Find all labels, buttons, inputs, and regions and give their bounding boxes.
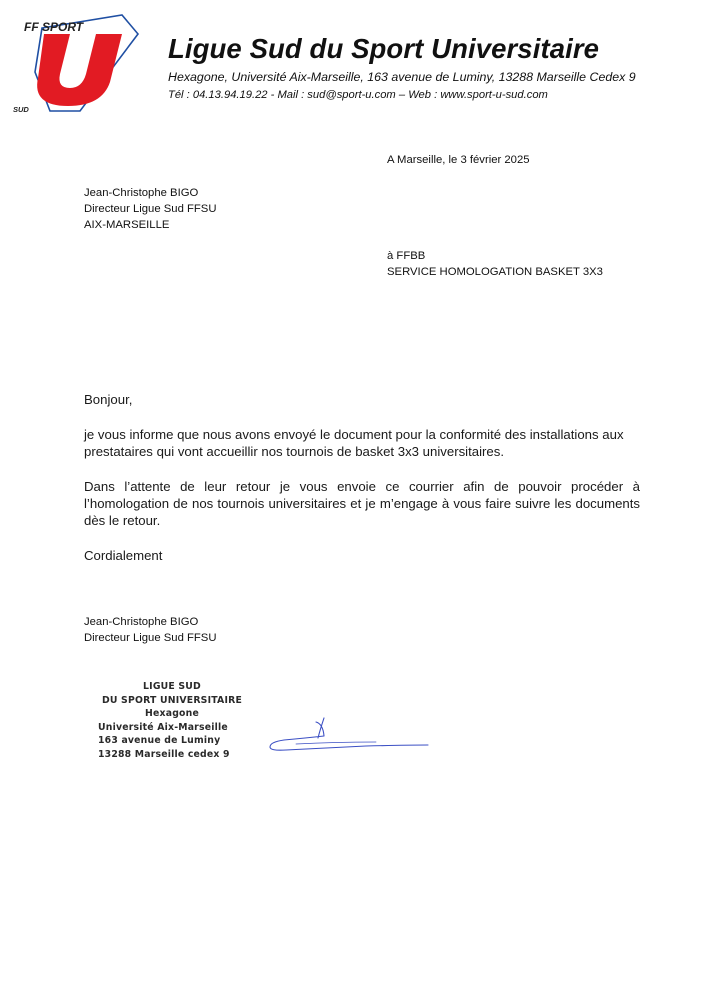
ffsport-logo xyxy=(10,12,160,116)
signatory-name: Jean-Christophe BIGO xyxy=(84,616,199,628)
recipient-block xyxy=(387,248,603,280)
logo-top-text: FF SPORT xyxy=(24,20,84,34)
letter-paragraph-1: je vous informe que nous avons envoyé le document pour la conformité des installations aux prestataires qui vont accueillir nos tournois de basket 3x3 universitaires. xyxy=(84,427,624,459)
letter-greeting: Bonjour, xyxy=(84,392,133,407)
stamp-line-1: LIGUE SUD xyxy=(143,681,201,692)
logo-bottom-text: SUD xyxy=(13,105,29,114)
organization-contact: Tél : 04.13.94.19.22 - Mail : sud@sport-u.com – Web : www.sport-u-sud.com xyxy=(168,89,548,101)
recipient-line2: SERVICE HOMOLOGATION BASKET 3X3 xyxy=(387,266,603,278)
stamp-line-4: Université Aix-Marseille xyxy=(98,721,228,733)
stamp-line-2: DU SPORT UNIVERSITAIRE xyxy=(101,694,243,706)
handwritten-signature xyxy=(266,712,432,758)
signatory-title: Directeur Ligue Sud FFSU xyxy=(84,632,217,644)
letter-closing: Cordialement xyxy=(84,548,163,563)
stamp-line-6: 13288 Marseille cedex 9 xyxy=(98,748,230,760)
letter-paragraph-2: Dans l’attente de leur retour je vous envoie ce courrier afin de pouvoir procéder à l’homologation de nos tournois universitaires et je m’engage à vous faire suivre les documents dès le retour. xyxy=(84,479,640,528)
organization-stamp xyxy=(98,680,246,762)
recipient-line1: à FFBB xyxy=(387,250,426,262)
organization-address: Hexagone, Université Aix-Marseille, 163 avenue de Luminy, 13288 Marseille Cedex 9 xyxy=(168,70,636,84)
sender-title: Directeur Ligue Sud FFSU xyxy=(84,203,217,215)
date-line: A Marseille, le 3 février 2025 xyxy=(387,154,530,166)
sender-block xyxy=(84,185,216,233)
organization-name: Ligue Sud du Sport Universitaire xyxy=(168,33,600,64)
signature-block xyxy=(84,614,216,646)
sender-name: Jean-Christophe BIGO xyxy=(84,187,199,199)
stamp-line-5: 163 avenue de Luminy xyxy=(98,735,221,747)
sender-city: AIX-MARSEILLE xyxy=(84,219,170,231)
stamp-line-3: Hexagone xyxy=(145,708,199,720)
logo-red-u xyxy=(37,34,122,106)
